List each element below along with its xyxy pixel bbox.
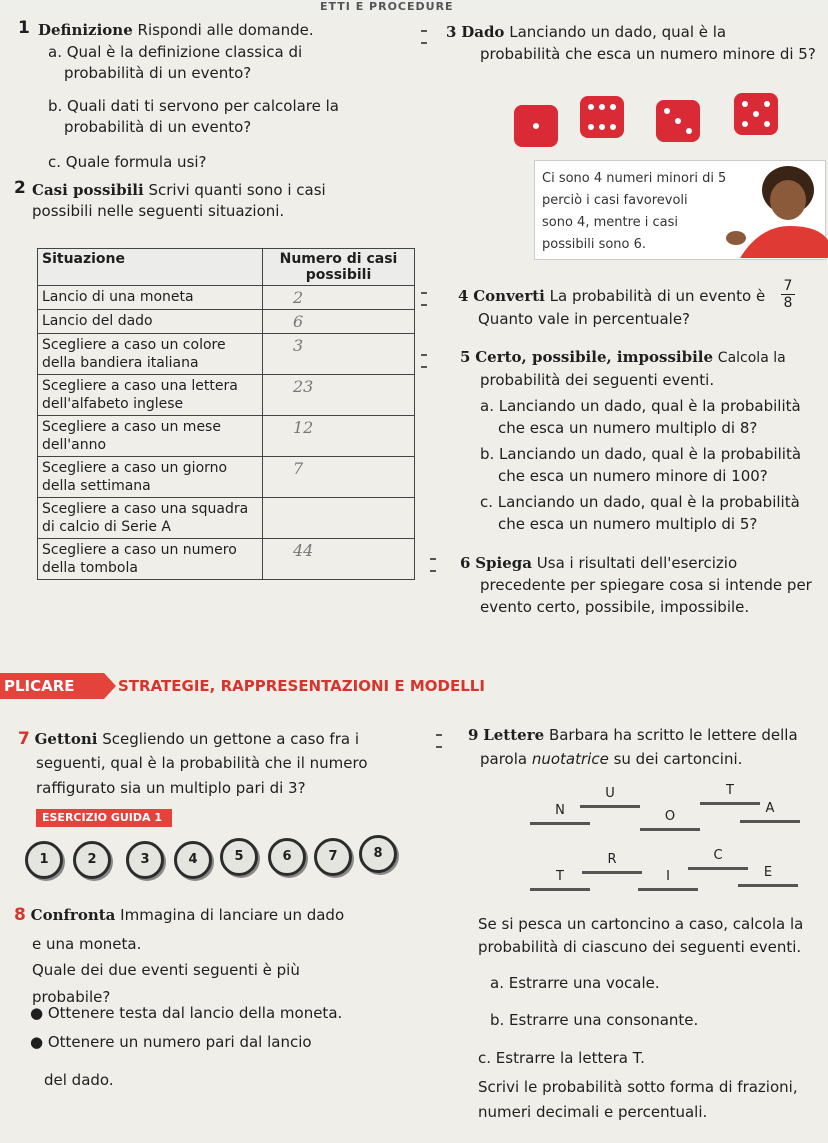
section-banner <box>0 673 828 699</box>
letter-card: O <box>640 806 700 831</box>
exercise-title: Casi possibili <box>32 181 144 199</box>
token-5: 5 <box>220 838 258 876</box>
option-text: Ottenere testa dal lancio della moneta. <box>47 1004 343 1022</box>
exercise-9-instructions: Se si pesca un cartoncino a caso, calcola la <box>478 915 804 933</box>
option-bullet-2: ● Ottenere un numero pari dal lancio <box>30 1033 312 1051</box>
fraction-denominator: 8 <box>783 295 793 311</box>
cases-answer-cell[interactable]: 44 <box>263 539 415 580</box>
table-header-row <box>38 249 415 286</box>
token-8: 8 <box>359 835 397 873</box>
exercise-8-text-cont: e una moneta. <box>32 935 142 953</box>
exercise-title: Confronta <box>30 906 116 924</box>
letter-card: E <box>738 862 798 887</box>
letter-card: A <box>740 798 800 823</box>
question-1a-cont: probabilità di un evento? <box>64 64 252 82</box>
banner-arrow-icon <box>104 673 116 699</box>
token-2: 2 <box>73 841 111 879</box>
exercise-number: 3 <box>446 23 457 41</box>
token-6: 6 <box>268 838 306 876</box>
option-text: Ottenere un numero pari dal lancio <box>47 1033 312 1051</box>
table-row <box>38 334 415 375</box>
situation-cell: Scegliere a caso una lettera dell'alfabeto inglese <box>38 375 263 416</box>
letter-card: R <box>582 849 642 874</box>
question-1a: a. Qual è la definizione classica di <box>48 43 303 61</box>
exercise-text: Scrivi quanti sono i casi <box>148 181 326 199</box>
exercise-7-text-cont: seguenti, qual è la probabilità che il numero <box>36 754 368 772</box>
exercise-5-heading <box>460 347 786 369</box>
option-bullet-1: ● Ottenere testa dal lancio della moneta. <box>30 1004 343 1022</box>
exercise-9-instructions-cont: probabilità di ciascuno dei seguenti eventi. <box>478 938 802 956</box>
exercise-number: 7 <box>18 729 30 749</box>
header-text: ETTI E PROCEDURE <box>320 0 454 13</box>
exercise-3-text-cont: probabilità che esca un numero minore di 5? <box>480 45 816 63</box>
table-row <box>38 498 415 539</box>
exercise-8-text-cont2: Quale dei due eventi seguenti è più <box>32 961 300 979</box>
token-4: 4 <box>174 841 212 879</box>
exercise-2 <box>14 178 26 198</box>
exercise-title: Converti <box>473 287 545 305</box>
difficulty-marker-icon <box>436 734 442 748</box>
question-5c-cont: che esca un numero multiplo di 5? <box>498 515 758 533</box>
banner-title: STRATEGIE, RAPPRESENTAZIONI E MODELLI <box>118 677 485 695</box>
question-9c: c. Estrarre la lettera T. <box>478 1049 645 1067</box>
page-header <box>0 0 828 14</box>
table-row <box>38 416 415 457</box>
bubble-line: possibili sono 6. <box>542 237 647 252</box>
exercise-1-heading <box>38 20 314 41</box>
text-part: parola <box>480 750 532 768</box>
situation-cell: Scegliere a caso un giorno della settimana <box>38 457 263 498</box>
exercise-text: Lanciando un dado, qual è la <box>509 23 727 41</box>
table-row <box>38 375 415 416</box>
cases-answer-cell[interactable] <box>263 498 415 539</box>
exercise-3-heading <box>446 22 726 43</box>
situation-cell: Lancio del dado <box>38 310 263 334</box>
text-part: su dei cartoncini. <box>608 750 743 768</box>
exercise-title: Dado <box>461 23 505 41</box>
letter-card: C <box>688 845 748 870</box>
guide-label: ESERCIZIO GUIDA 1 <box>42 811 163 824</box>
exercise-number: 6 <box>460 554 471 572</box>
token-7: 7 <box>314 838 352 876</box>
letter-card: I <box>638 866 698 891</box>
die-face-5-icon <box>734 93 778 135</box>
bubble-line: sono 4, mentre i casi <box>542 215 679 230</box>
table-row <box>38 286 415 310</box>
cases-answer-cell[interactable]: 3 <box>263 334 415 375</box>
banner-tag: PLICARE <box>0 673 104 699</box>
word-nuotatrice: nuotatrice <box>531 750 609 768</box>
exercise-9-heading <box>468 725 798 746</box>
cases-answer-cell[interactable]: 6 <box>263 310 415 334</box>
exercise-number: 9 <box>468 726 479 744</box>
token-1: 1 <box>25 841 63 879</box>
header-cases: Numero di casi possibili <box>263 249 415 286</box>
situation-cell: Scegliere a caso un colore della bandiera italiana <box>38 334 263 375</box>
bubble-line: Ci sono 4 numeri minori di 5 <box>542 171 727 186</box>
student-character-icon <box>700 160 828 258</box>
situation-cell: Scegliere a caso un numero della tombola <box>38 539 263 580</box>
exercise-text: Barbara ha scritto le lettere della <box>548 726 798 744</box>
exercise-4-heading <box>458 286 765 307</box>
token-3: 3 <box>126 841 164 879</box>
exercise-text: Rispondi alle domande. <box>137 21 314 39</box>
exercise-text: Usa i risultati dell'esercizio <box>536 554 738 572</box>
question-1b-cont: probabilità di un evento? <box>64 118 252 136</box>
fraction-numerator: 7 <box>781 278 795 295</box>
die-face-6-icon <box>580 96 624 138</box>
exercise-1 <box>18 18 30 38</box>
exercise-2-heading <box>32 180 326 201</box>
question-9a: a. Estrarre una vocale. <box>490 974 660 992</box>
question-5b: b. Lanciando un dado, qual è la probabilità <box>480 445 802 463</box>
exercise-5-text-cont: probabilità dei seguenti eventi. <box>480 371 715 389</box>
table-row <box>38 310 415 334</box>
situation-cell: Lancio di una moneta <box>38 286 263 310</box>
exercise-7-text-cont2: raffigurato sia un multiplo pari di 3? <box>36 779 306 797</box>
exercise-7-heading <box>18 729 359 750</box>
header-situation: Situazione <box>38 249 263 286</box>
exercise-number: 5 <box>460 348 471 366</box>
question-5a-cont: che esca un numero multiplo di 8? <box>498 419 758 437</box>
cases-answer-cell[interactable]: 23 <box>263 375 415 416</box>
exercise-4-text-cont: Quanto vale in percentuale? <box>478 310 691 328</box>
exercise-number: 1 <box>18 18 30 38</box>
difficulty-marker-icon <box>421 30 427 44</box>
question-5b-cont: che esca un numero minore di 100? <box>498 467 768 485</box>
fraction <box>781 278 795 311</box>
bubble-line: perciò i casi favorevoli <box>542 193 688 208</box>
table-row <box>38 457 415 498</box>
exercise-number: 4 <box>458 287 469 305</box>
exercise-6-text-cont: precedente per spiegare cosa si intende per <box>480 576 812 594</box>
cases-answer-cell[interactable]: 12 <box>263 416 415 457</box>
exercise-2-text-cont: possibili nelle seguenti situazioni. <box>32 202 285 220</box>
letter-card: T <box>530 866 590 891</box>
cases-table <box>37 248 415 580</box>
exercise-8-text-cont3: probabile? <box>32 988 111 1006</box>
exercise-6-heading <box>460 553 737 574</box>
option-2-cont: del dado. <box>44 1071 114 1089</box>
exercise-text: Scegliendo un gettone a caso fra i <box>102 730 359 748</box>
exercise-title: Gettoni <box>34 730 98 748</box>
exercise-title: Lettere <box>483 726 545 744</box>
cases-answer-cell[interactable]: 2 <box>263 286 415 310</box>
exercise-6-text-cont2: evento certo, possibile, impossibile. <box>480 598 750 616</box>
question-9b: b. Estrarre una consonante. <box>490 1011 699 1029</box>
exercise-9-final: Scrivi le probabilità sotto forma di frazioni, <box>478 1078 798 1096</box>
exercise-9-text-cont <box>480 749 742 770</box>
guide-exercise-link[interactable] <box>36 809 172 827</box>
table-row <box>38 539 415 580</box>
exercise-8-heading <box>14 905 344 926</box>
letter-card: N <box>530 800 590 825</box>
die-face-1-icon <box>514 105 558 147</box>
letter-card: T <box>700 780 760 805</box>
exercise-number: 8 <box>14 905 26 925</box>
situation-cell: Scegliere a caso una squadra di calcio di Serie A <box>38 498 263 539</box>
exercise-number: 2 <box>14 178 26 198</box>
question-5a: a. Lanciando un dado, qual è la probabilità <box>480 397 801 415</box>
exercise-title: Definizione <box>38 21 133 39</box>
letter-card: U <box>580 783 640 808</box>
question-5c: c. Lanciando un dado, qual è la probabilità <box>480 493 800 511</box>
cases-answer-cell[interactable]: 7 <box>263 457 415 498</box>
die-face-3-icon <box>656 100 700 142</box>
exercise-9-final-cont: numeri decimali e percentuali. <box>478 1103 708 1121</box>
exercise-text: La probabilità di un evento è <box>549 287 766 305</box>
exercise-title: Spiega <box>475 554 532 572</box>
situation-cell: Scegliere a caso un mese dell'anno <box>38 416 263 457</box>
exercise-title: Certo, possibile, impossibile <box>475 348 714 366</box>
difficulty-marker-icon <box>421 292 427 306</box>
difficulty-marker-icon <box>430 558 436 572</box>
exercise-text: Immagina di lanciare un dado <box>120 906 345 924</box>
exercise-text: Calcola la <box>717 350 786 366</box>
question-1c: c. Quale formula usi? <box>48 153 207 171</box>
bubble-text <box>542 168 726 256</box>
question-1b: b. Quali dati ti servono per calcolare la <box>48 97 339 115</box>
difficulty-marker-icon <box>421 354 427 368</box>
